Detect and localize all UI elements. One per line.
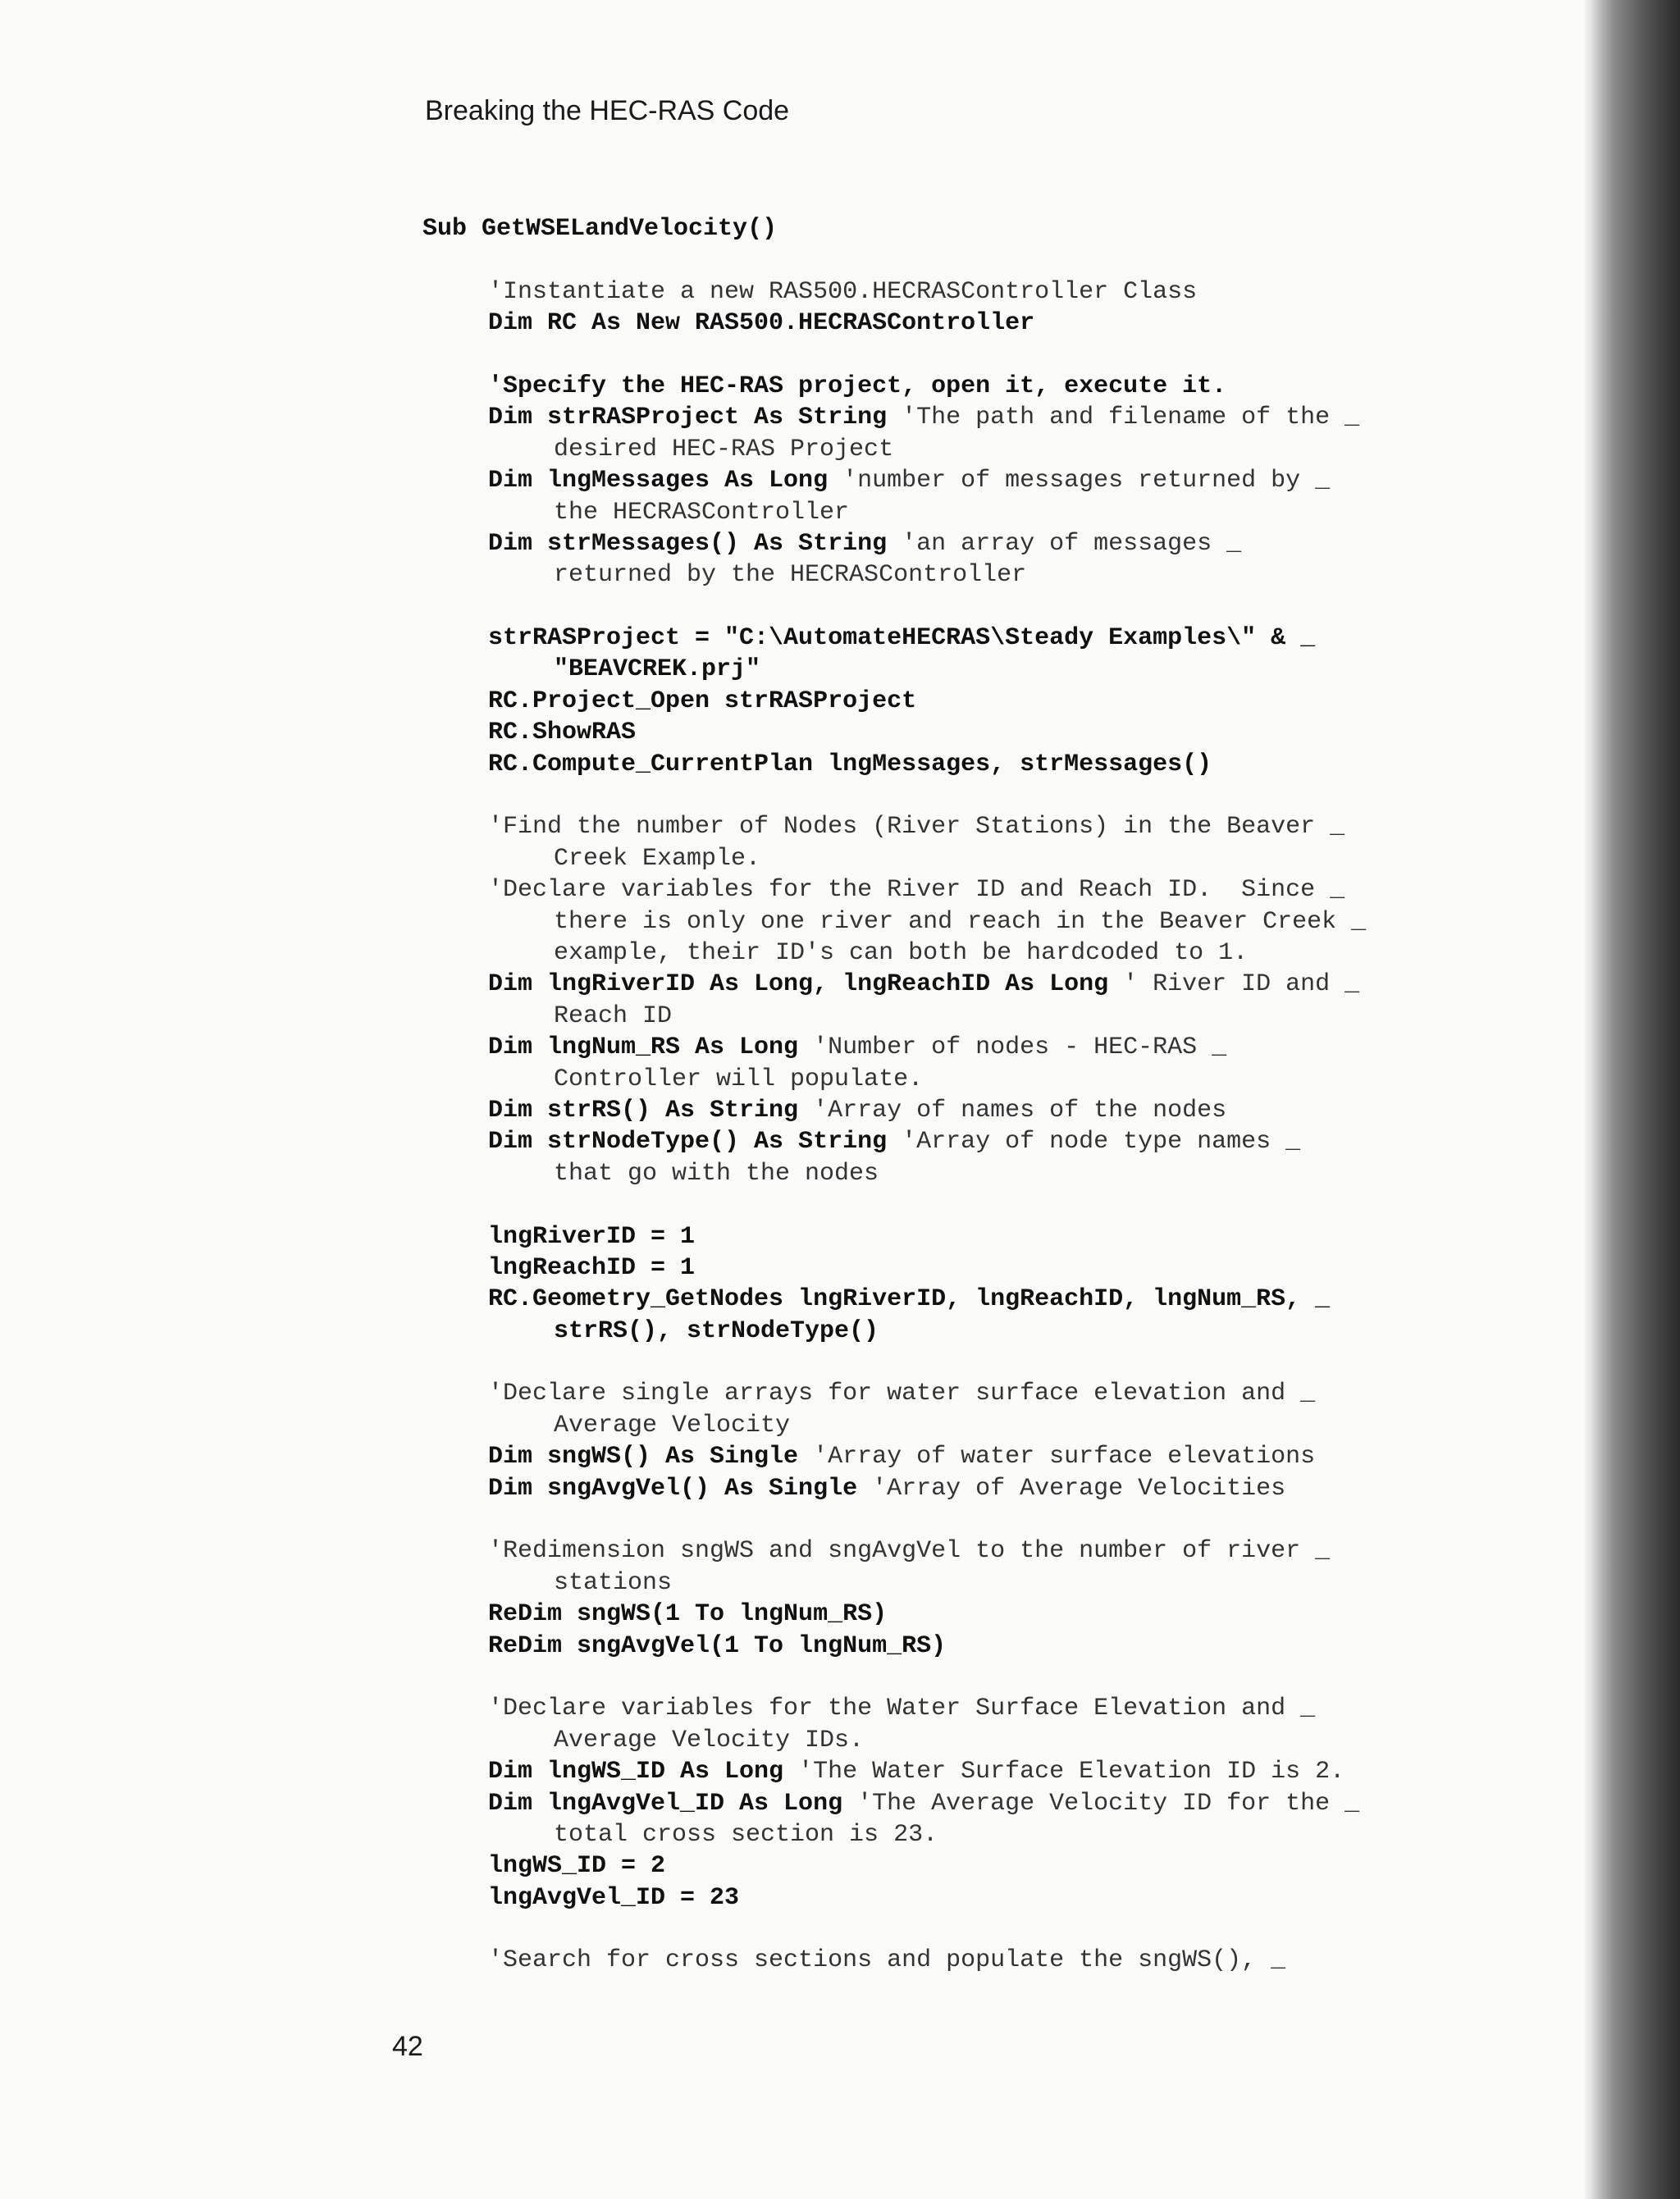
code-line [422, 843, 1456, 874]
code-comment: the HECRASController [554, 498, 850, 527]
code-line [422, 717, 1456, 748]
code-statement: RC.Geometry_GetNodes lngRiverID, lngReachID, lngNum_RS, _ [488, 1285, 1331, 1314]
code-statement: RC.ShowRAS [488, 719, 637, 747]
code-blank-line [422, 244, 1456, 276]
code-line [422, 402, 1456, 433]
code-comment: 'an array of messages _ [902, 529, 1242, 558]
code-statement: RC.Project_Open strRASProject [488, 687, 917, 715]
code-line [422, 1158, 1456, 1189]
page-number: 42 [392, 2031, 423, 2062]
code-line [422, 969, 1456, 1000]
code-line [422, 1631, 1456, 1662]
code-line [422, 1756, 1456, 1787]
code-comment: 'Declare variables for the Water Surface Elevation and _ [488, 1695, 1316, 1723]
code-line [422, 1535, 1456, 1567]
code-line [422, 1252, 1456, 1284]
code-line [422, 1095, 1456, 1126]
code-comment: 'Instantiate a new RAS500.HECRASController Class [488, 277, 1198, 306]
code-line [422, 1473, 1456, 1504]
code-comment: example, their ID's can both be hardcoded to 1. [554, 938, 1249, 967]
code-comment: Reach ID [554, 1001, 673, 1030]
code-comment: 'Declare single arrays for water surface elevation and _ [488, 1380, 1316, 1408]
code-statement: Dim strMessages() As String [488, 529, 902, 558]
code-statement: 'Specify the HEC-RAS project, open it, execute it. [488, 372, 1227, 400]
book-spine [1590, 0, 1680, 2199]
code-line [422, 1284, 1456, 1315]
code-comment: desired HEC-RAS Project [554, 435, 894, 463]
code-blank-line [422, 1662, 1456, 1693]
code-comment: 'The path and filename of the _ [902, 404, 1360, 432]
code-statement: Dim RC As New RAS500.HECRASController [488, 309, 1035, 338]
code-statement: ReDim sngWS(1 To lngNum_RS) [488, 1600, 888, 1629]
code-comment: 'Search for cross sections and populate the sngWS(), _ [488, 1946, 1286, 1975]
code-statement: Dim sngWS() As Single [488, 1443, 814, 1471]
code-statement: strRASProject = "C:\AutomateHECRAS\Steady Examples\" & _ [488, 624, 1316, 653]
code-line [422, 1788, 1456, 1819]
code-line [422, 1882, 1456, 1914]
code-line [422, 654, 1456, 685]
code-line [422, 497, 1456, 528]
code-line [422, 465, 1456, 496]
code-line [422, 1819, 1456, 1850]
code-statement: lngWS_ID = 2 [488, 1852, 666, 1881]
code-comment: that go with the nodes [554, 1159, 879, 1188]
code-line [422, 1599, 1456, 1630]
code-line [422, 1221, 1456, 1252]
code-blank-line [422, 1347, 1456, 1378]
code-statement: "BEAVCREK.prj" [554, 655, 761, 684]
code-comment: Average Velocity [554, 1411, 791, 1439]
code-line [422, 1850, 1456, 1882]
code-comment: 'Array of names of the nodes [813, 1096, 1227, 1125]
code-line [422, 1410, 1456, 1441]
code-line [422, 938, 1456, 969]
code-line [422, 434, 1456, 465]
code-statement: Dim lngRiverID As Long, lngReachID As Long [488, 970, 1124, 999]
code-line [422, 623, 1456, 654]
code-line [422, 686, 1456, 717]
code-statement: lngAvgVel_ID = 23 [488, 1883, 740, 1912]
code-line [422, 308, 1456, 339]
code-statement: lngRiverID = 1 [488, 1222, 696, 1251]
code-comment: 'Array of water surface elevations [813, 1443, 1316, 1471]
code-statement: RC.Compute_CurrentPlan lngMessages, strMessages() [488, 750, 1212, 778]
code-blank-line [422, 340, 1456, 371]
code-statement: Sub GetWSELandVelocity() [422, 215, 778, 243]
code-line [422, 1725, 1456, 1756]
code-blank-line [422, 591, 1456, 623]
code-statement: Dim lngAvgVel_ID As Long [488, 1789, 858, 1818]
code-line [422, 559, 1456, 591]
code-line [422, 1032, 1456, 1063]
code-line [422, 213, 1456, 244]
code-line [422, 1945, 1456, 1976]
code-comment: 'Array of node type names _ [902, 1128, 1301, 1157]
code-comment: stations [554, 1568, 673, 1597]
code-line [422, 811, 1456, 842]
code-line [422, 906, 1456, 938]
code-blank-line [422, 1504, 1456, 1535]
code-statement: Dim strRASProject As String [488, 404, 902, 432]
code-comment: there is only one river and reach in the Beaver Creek _ [554, 907, 1367, 936]
code-comment: 'The Average Velocity ID for the _ [857, 1789, 1360, 1818]
code-comment: 'Find the number of Nodes (River Stations) in the Beaver _ [488, 813, 1345, 842]
code-line [422, 528, 1456, 559]
code-statement: Dim strRS() As String [488, 1096, 814, 1125]
code-comment: 'Array of Average Velocities [872, 1474, 1286, 1503]
code-comment: returned by the HECRASController [554, 561, 1027, 590]
code-statement: strRS(), strNodeType() [554, 1316, 879, 1345]
code-comment: Average Velocity IDs. [554, 1726, 865, 1754]
code-comment: 'Redimension sngWS and sngAvgVel to the number of river _ [488, 1537, 1331, 1566]
code-line [422, 276, 1456, 308]
code-statement: Dim sngAvgVel() As Single [488, 1474, 873, 1503]
code-comment: 'Number of nodes - HEC-RAS _ [813, 1033, 1227, 1062]
code-line [422, 371, 1456, 402]
code-line [422, 1001, 1456, 1032]
code-comment: 'number of messages returned by _ [842, 467, 1331, 495]
code-statement: Dim strNodeType() As String [488, 1128, 902, 1157]
code-statement: Dim lngWS_ID As Long [488, 1758, 799, 1786]
code-line [422, 1126, 1456, 1157]
code-statement: Dim lngMessages As Long [488, 467, 843, 495]
running-header: Breaking the HEC-RAS Code [425, 95, 790, 126]
code-comment: Creek Example. [554, 844, 761, 873]
code-comment: total cross section is 23. [554, 1820, 938, 1849]
code-line [422, 749, 1456, 780]
code-comment: Controller will populate. [554, 1065, 924, 1093]
code-line [422, 874, 1456, 906]
code-blank-line [422, 1189, 1456, 1220]
code-comment: 'The Water Surface Elevation ID is 2. [798, 1758, 1345, 1786]
code-line [422, 1064, 1456, 1095]
code-comment: 'Declare variables for the River ID and Reach ID. Since _ [488, 876, 1345, 905]
code-blank-line [422, 780, 1456, 811]
code-statement: lngReachID = 1 [488, 1253, 696, 1282]
code-comment: ' River ID and _ [1123, 970, 1360, 999]
code-listing [422, 213, 1456, 1977]
code-line [422, 1567, 1456, 1599]
code-line [422, 1316, 1456, 1347]
code-line [422, 1693, 1456, 1724]
code-statement: ReDim sngAvgVel(1 To lngNum_RS) [488, 1631, 947, 1660]
code-blank-line [422, 1914, 1456, 1945]
code-statement: Dim lngNum_RS As Long [488, 1033, 814, 1062]
code-line [422, 1441, 1456, 1472]
code-line [422, 1378, 1456, 1409]
